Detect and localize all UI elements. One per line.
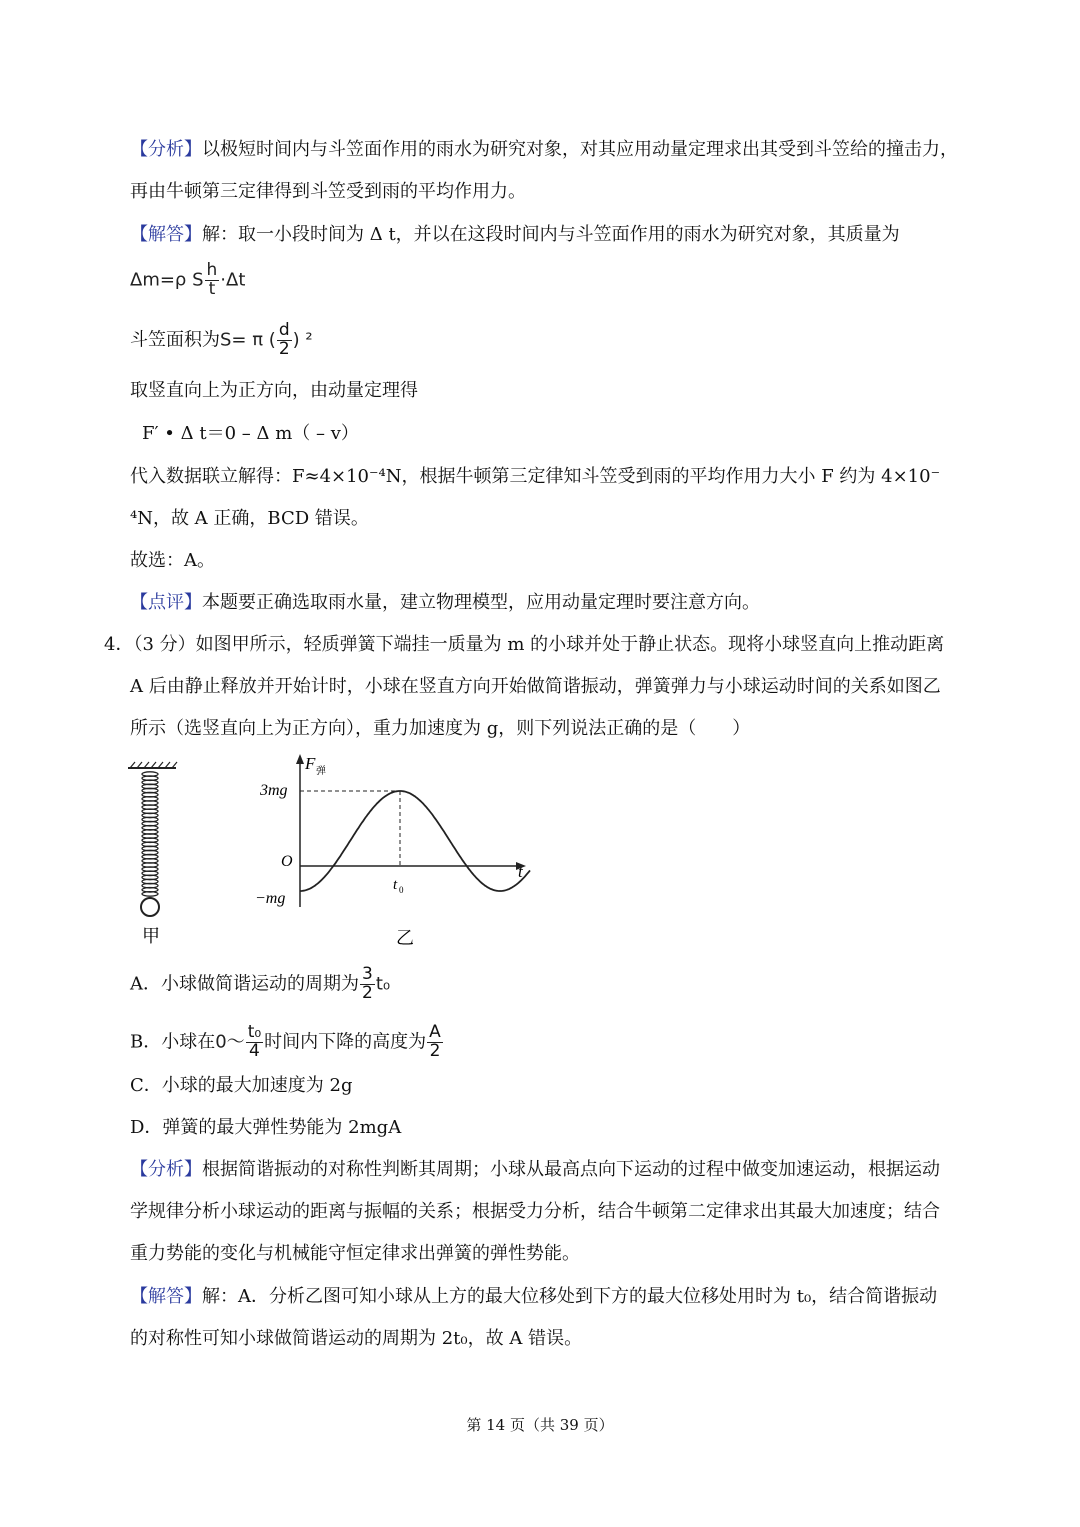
tick-neg-mg: −mg <box>255 890 286 907</box>
option-b-num1: t₀ <box>247 1022 262 1042</box>
option-a <box>130 966 390 1003</box>
option-b-fraction1 <box>246 1024 263 1061</box>
area-formula <box>130 322 313 359</box>
area-text: 斗笠面积为 <box>130 329 220 351</box>
area-den: 2 <box>278 338 290 359</box>
option-c: C．小球的最大加速度为 2g <box>130 1075 353 1096</box>
option-b-text: B．小球在 <box>130 1031 216 1053</box>
ball <box>141 898 159 916</box>
q4-analysis-line1 <box>130 1161 940 1179</box>
q4-analysis-line3: 重力势能的变化与机械能守恒定律求出弹簧的弹性势能。 <box>130 1243 580 1264</box>
q3-solution-line1 <box>130 226 900 244</box>
momentum-equation: F′ • Δ t＝0 – Δ m（ – v） <box>142 423 359 444</box>
spring-figure <box>120 760 190 950</box>
y-axis-arrow <box>296 754 304 764</box>
option-b-den2: 2 <box>429 1040 441 1061</box>
q4-solution-line1 <box>130 1288 937 1306</box>
q4-stem-line3: 所示（选竖直向上为正方向），重力加速度为 g，则下列说法正确的是（ ） <box>130 718 751 739</box>
q4-stem-line1: 4．（3 分）如图甲所示，轻质弹簧下端挂一质量为 m 的小球并处于静止状态。现将小球竖直向上推动距离 <box>104 634 945 655</box>
tick-3mg: 3mg <box>260 782 288 799</box>
option-b-text2: 时间内下降的高度为 <box>264 1031 427 1053</box>
tick-t0: t <box>393 877 398 893</box>
page-footer: 第 14 页（共 39 页） <box>466 1416 614 1434</box>
analysis-tag: 【分析】 <box>130 139 202 160</box>
mass-lhs: Δm=ρ S <box>130 269 204 291</box>
q4-analysis-text: 根据简谐振动的对称性判断其周期；小球从最高点向下运动的过程中做变加速运动，根据运动 <box>202 1159 940 1180</box>
area-lhs: S= π ( <box>220 329 276 351</box>
option-d: D．弹簧的最大弹性势能为 2mgA <box>130 1117 402 1138</box>
option-b-mid: 0～ <box>215 1031 245 1053</box>
area-rhs: ) ² <box>292 329 313 351</box>
mass-formula <box>130 262 245 299</box>
y-axis-sub: 弹 <box>316 766 326 777</box>
option-b <box>130 1024 444 1061</box>
q3-analysis-line1 <box>130 141 958 159</box>
result-line1: 代入数据联立解得：F≈4×10⁻⁴N，根据牛顿第三定律知斗笠受到雨的平均作用力大小 F 约为 4×10⁻ <box>130 466 941 487</box>
q3-analysis-line2: 再由牛顿第三定律得到斗笠受到雨的平均作用力。 <box>130 181 526 202</box>
x-axis-label: t <box>518 862 523 881</box>
comment-text: 本题要正确选取雨水量，建立物理模型，应用动量定理时要注意方向。 <box>202 592 760 613</box>
force-curve <box>300 791 530 891</box>
comment-line <box>130 594 760 612</box>
q4-analysis-line2: 学规律分析小球运动的距离与振幅的关系；根据受力分析，结合牛顿第二定律求出其最大加速度；结合 <box>130 1201 940 1222</box>
y-axis-label: F <box>305 754 316 773</box>
option-b-fraction2 <box>427 1024 443 1061</box>
q4-solution-tag: 【解答】 <box>130 1286 202 1307</box>
spring-coil <box>142 772 158 896</box>
option-a-num: 3 <box>362 964 373 984</box>
q3-solution-text: 解：取一小段时间为 Δ t，并以在这段时间内与斗笠面作用的雨水为研究对象，其质量为 <box>202 224 900 245</box>
solution-tag: 【解答】 <box>130 224 202 245</box>
option-a-text: A．小球做简谐运动的周期为 <box>130 973 359 995</box>
area-num: d <box>277 322 292 341</box>
option-a-tail: t₀ <box>375 973 391 995</box>
q4-solution-line2: 的对称性可知小球做简谐运动的周期为 2t₀，故 A 错误。 <box>130 1328 583 1349</box>
label-yi: 乙 <box>396 928 414 948</box>
direction-line: 取竖直向上为正方向，由动量定理得 <box>130 380 418 401</box>
q4-analysis-tag: 【分析】 <box>130 1159 202 1180</box>
origin-label: O <box>281 853 293 870</box>
label-jia: 甲 <box>142 926 160 946</box>
option-a-den: 2 <box>362 982 373 1003</box>
mass-num: h <box>206 260 218 280</box>
choice-line: 故选：A。 <box>130 550 215 571</box>
q4-stem-line2: A 后由静止释放并开始计时，小球在竖直方向开始做简谐振动，弹簧弹力与小球运动时间的关系如图乙 <box>130 676 941 697</box>
comment-tag: 【点评】 <box>130 592 202 613</box>
mass-den: t <box>208 278 216 299</box>
mass-rhs: ·Δt <box>220 269 246 291</box>
mass-fraction <box>205 262 220 299</box>
result-line2: ⁴N，故 A 正确，BCD 错误。 <box>130 508 369 529</box>
force-time-graph <box>250 752 540 952</box>
option-a-fraction <box>360 966 375 1003</box>
q4-solution-text: 解：A．分析乙图可知小球从上方的最大位移处到下方的最大位移处用时为 t₀，结合简谐振动 <box>202 1286 938 1307</box>
area-fraction <box>277 322 292 359</box>
tick-t0-sub: 0 <box>399 885 404 895</box>
option-b-num2: A <box>429 1022 441 1042</box>
q3-analysis-text: 以极短时间内与斗笠面作用的雨水为研究对象，对其应用动量定理求出其受到斗笠给的撞击力， <box>202 139 958 160</box>
option-b-den1: 4 <box>249 1040 260 1061</box>
